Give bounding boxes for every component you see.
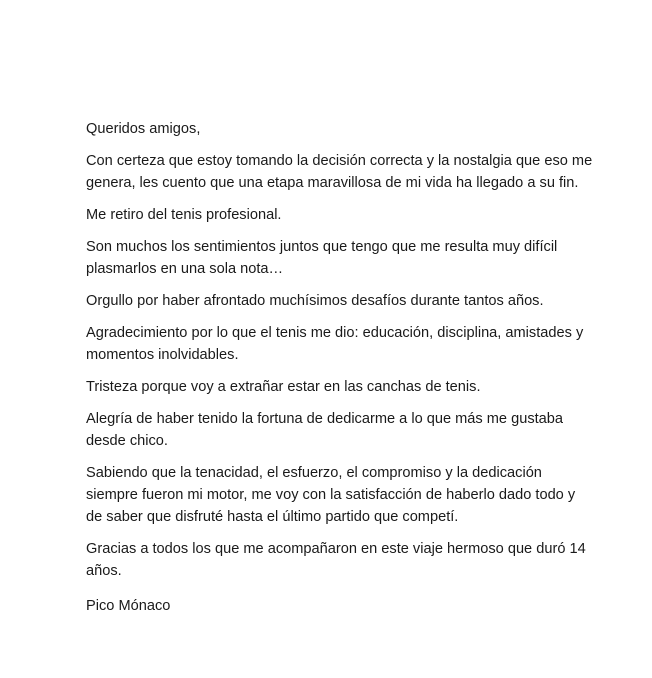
paragraph-retirement: Me retiro del tenis profesional. <box>86 207 282 223</box>
paragraph-feelings: Son muchos los sentimientos juntos que tengo que me resulta muy difícil plasmarlos en una sola nota… <box>86 239 558 277</box>
paragraph-pride: Orgullo por haber afrontado muchísimos desafíos durante tantos años. <box>86 293 544 309</box>
letter-greeting: Queridos amigos, <box>86 121 201 137</box>
paragraph-thanks: Gracias a todos los que me acompañaron en este viaje hermoso que duró 14 años. <box>86 541 586 579</box>
letter-signature: Pico Mónaco <box>86 598 171 614</box>
paragraph-gratitude: Agradecimiento por lo que el tenis me dio: educación, disciplina, amistades y momentos inolvidables. <box>86 325 584 363</box>
paragraph-sadness: Tristeza porque voy a extrañar estar en las canchas de tenis. <box>86 379 481 395</box>
paragraph-joy: Alegría de haber tenido la fortuna de dedicarme a lo que más me gustaba desde chico. <box>86 411 564 449</box>
paragraph-tenacity: Sabiendo que la tenacidad, el esfuerzo, el compromiso y la dedicación siempre fueron mi motor, me voy con la satisfacción de haberlo dado todo y de saber que disfruté hasta el último partido que competí. <box>86 465 576 525</box>
letter-body <box>86 118 606 592</box>
paragraph-decision: Con certeza que estoy tomando la decisión correcta y la nostalgia que eso me genera, les cuento que una etapa maravillosa de mi vida ha llegado a su fin. <box>86 153 593 191</box>
